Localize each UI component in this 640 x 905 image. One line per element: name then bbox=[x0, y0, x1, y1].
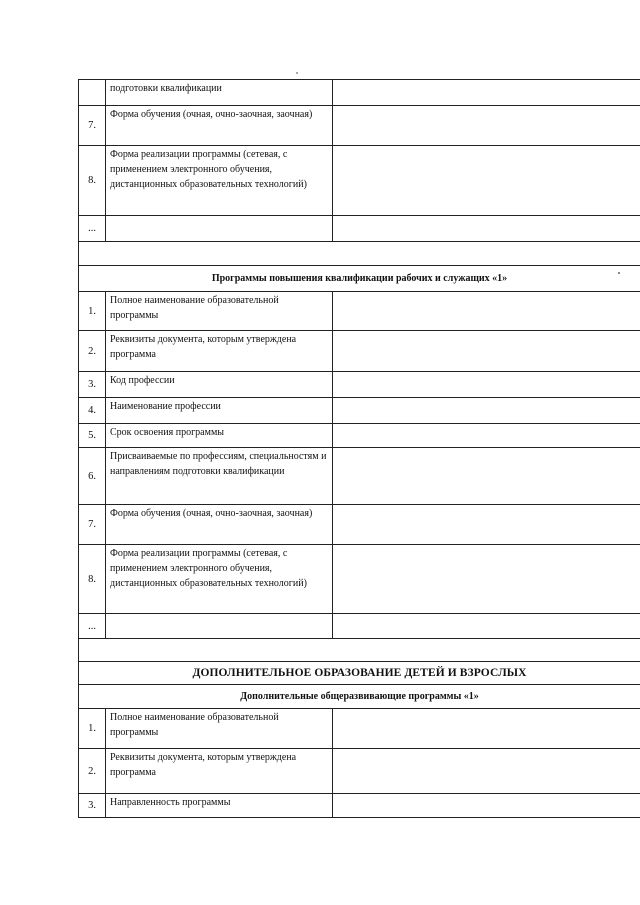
row-label: Полное наименование образовательной программы bbox=[106, 292, 333, 330]
row-number: 7. bbox=[79, 505, 106, 544]
spacer-row bbox=[78, 638, 640, 661]
table-row bbox=[78, 291, 640, 330]
row-label: Реквизиты документа, которым утверждена программа bbox=[106, 331, 333, 371]
row-label: подготовки квалификации bbox=[106, 80, 333, 105]
row-number: 4. bbox=[79, 398, 106, 423]
row-label: Форма реализации программы (сетевая, с применением электронного обучения, дистанционных образовательных технологий) bbox=[106, 146, 333, 215]
table-row bbox=[78, 544, 640, 613]
row-number bbox=[79, 80, 106, 105]
value-cell[interactable] bbox=[334, 146, 640, 215]
row-label: Код профессии bbox=[106, 372, 333, 397]
value-cell[interactable] bbox=[334, 448, 640, 504]
spacer-row bbox=[78, 241, 640, 265]
row-number: ... bbox=[79, 216, 106, 241]
row-label: Направленность программы bbox=[106, 794, 333, 817]
row-number: 1. bbox=[79, 292, 106, 330]
table-row bbox=[78, 397, 640, 423]
section-header: Дополнительные общеразвивающие программы «1» bbox=[78, 684, 640, 708]
row-label: Присваиваемые по профессиям, специальностям и направлениям подготовки квалификации bbox=[106, 448, 333, 504]
value-cell[interactable] bbox=[334, 372, 640, 397]
row-label bbox=[106, 614, 333, 638]
row-label: Полное наименование образовательной программы bbox=[106, 709, 333, 748]
row-number: 2. bbox=[79, 331, 106, 371]
table-row bbox=[78, 145, 640, 215]
value-cell[interactable] bbox=[334, 331, 640, 371]
row-label: Форма реализации программы (сетевая, с применением электронного обучения, дистанционных образовательных технологий) bbox=[106, 545, 333, 613]
value-cell[interactable] bbox=[334, 709, 640, 748]
table-row bbox=[78, 105, 640, 145]
row-label: Форма обучения (очная, очно-заочная, заочная) bbox=[106, 106, 333, 145]
row-number: 7. bbox=[79, 106, 106, 145]
row-label bbox=[106, 216, 333, 241]
table-row bbox=[78, 215, 640, 241]
row-number: 2. bbox=[79, 749, 106, 793]
value-cell[interactable] bbox=[334, 794, 640, 817]
section-title: ДОПОЛНИТЕЛЬНОЕ ОБРАЗОВАНИЕ ДЕТЕЙ И ВЗРОСЛЫХ bbox=[78, 661, 640, 684]
row-number: ... bbox=[79, 614, 106, 638]
table-row bbox=[78, 79, 640, 105]
table-row bbox=[78, 793, 640, 818]
value-cell[interactable] bbox=[334, 505, 640, 544]
table-row bbox=[78, 447, 640, 504]
value-cell[interactable] bbox=[334, 545, 640, 613]
scan-speck bbox=[296, 72, 298, 74]
table-row bbox=[78, 613, 640, 638]
row-number: 3. bbox=[79, 372, 106, 397]
value-cell[interactable] bbox=[334, 106, 640, 145]
row-number: 8. bbox=[79, 545, 106, 613]
row-number: 5. bbox=[79, 424, 106, 447]
row-number: 3. bbox=[79, 794, 106, 817]
table-row bbox=[78, 371, 640, 397]
row-number: 8. bbox=[79, 146, 106, 215]
table-row bbox=[78, 708, 640, 748]
row-number: 1. bbox=[79, 709, 106, 748]
row-label: Срок освоения программы bbox=[106, 424, 333, 447]
value-cell[interactable] bbox=[334, 424, 640, 447]
table-row bbox=[78, 748, 640, 793]
value-cell[interactable] bbox=[334, 614, 640, 638]
value-cell[interactable] bbox=[334, 398, 640, 423]
row-label: Форма обучения (очная, очно-заочная, заочная) bbox=[106, 505, 333, 544]
row-label: Реквизиты документа, которым утверждена программа bbox=[106, 749, 333, 793]
table-row bbox=[78, 423, 640, 447]
value-cell[interactable] bbox=[334, 216, 640, 241]
section-header: Программы повышения квалификации рабочих и служащих «1» bbox=[78, 265, 640, 291]
value-cell[interactable] bbox=[334, 292, 640, 330]
value-cell[interactable] bbox=[334, 80, 640, 105]
table-row bbox=[78, 504, 640, 544]
value-cell[interactable] bbox=[334, 749, 640, 793]
table-row bbox=[78, 330, 640, 371]
row-label: Наименование профессии bbox=[106, 398, 333, 423]
form-table bbox=[78, 79, 640, 819]
row-number: 6. bbox=[79, 448, 106, 504]
